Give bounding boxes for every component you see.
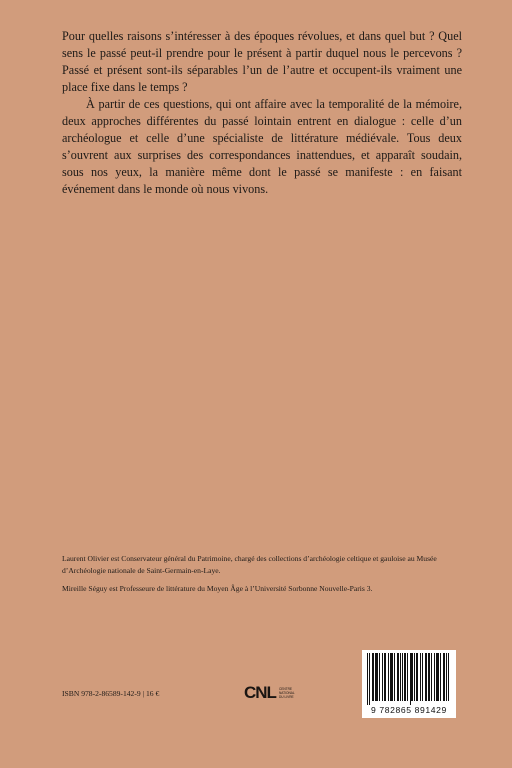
barcode-bar: [429, 653, 430, 701]
blurb-paragraph-2: À partir de ces questions, qui ont affaire avec la temporalité de la mémoire, deux approches différentes du passé lointain entrent en dialogue : celle d’un archéologue et celle d’une spécialiste de littérature médiévale. Tous deux s’ouvrent aux surprises des correspondances inattendues, et apparaît soudain, sous nos yeux, la manière même dont le passé se manifeste : en faisant événement dans le monde où nous vivons.: [62, 97, 462, 196]
barcode-bar: [440, 653, 441, 701]
barcode-bar: [444, 653, 445, 701]
author-bio-seguy: Mireille Séguy est Professeure de littérature du Moyen Âge à l’Université Sorbonne Nouvelle-Paris 3.: [62, 584, 373, 593]
barcode-bar: [384, 653, 385, 701]
barcode-bar: [367, 653, 368, 705]
barcode-bar: [382, 653, 383, 701]
barcode-bar: [372, 653, 373, 701]
barcode-bar: [436, 653, 437, 701]
barcode-bar: [443, 653, 444, 701]
cnl-caption-line: CENTRE: [278, 687, 293, 691]
barcode-bar: [390, 653, 391, 701]
barcode-bar: [426, 653, 427, 701]
cnl-logo: [244, 680, 304, 706]
barcode-bar: [391, 653, 392, 701]
barcode-bar: [388, 653, 389, 701]
barcode-bar: [400, 653, 401, 701]
barcode-bar: [404, 653, 405, 701]
author-bio-olivier: Laurent Olivier est Conservateur général du Patrimoine, chargé des collections d’archéologie celtique et gauloise au Musée d’Archéologie nationale de Saint-Germain-en-Laye.: [62, 554, 437, 575]
cnl-logo-mark: CNL: [244, 683, 276, 702]
barcode-bar: [369, 653, 370, 705]
barcode-bar: [376, 653, 377, 701]
barcode-bar: [405, 653, 406, 701]
barcode-bar: [373, 653, 374, 701]
barcode-bar: [416, 653, 417, 701]
barcode-bar: [431, 653, 432, 701]
isbn-price: ISBN 978-2-86589-142-9 | 16 €: [62, 689, 160, 698]
barcode-bar: [398, 653, 399, 701]
barcode-bar: [407, 653, 408, 701]
cnl-caption-line: NATIONAL: [278, 691, 295, 695]
cnl-caption-line: DU LIVRE: [278, 695, 294, 699]
barcode-bar: [428, 653, 429, 701]
barcode-bars: [362, 650, 456, 706]
barcode-bar: [448, 653, 449, 701]
blurb-paragraph-1: Pour quelles raisons s’intéresser à des époques révolues, et dans quel but ? Quel sens le passé peut-il prendre pour le présent à partir duquel nous le percevons ? Passé et présent sont-ils séparables l’un de l’autre et occupent-ils vraiment une place fixe dans le temps ?: [62, 29, 462, 94]
barcode-bar: [397, 653, 398, 701]
barcode-bar: [417, 653, 418, 701]
barcode-bar: [420, 653, 421, 701]
back-cover-blurb: [62, 28, 462, 198]
barcode-bar: [385, 653, 386, 701]
author-bios: [62, 553, 470, 602]
barcode-bar: [412, 653, 413, 701]
barcode-bar: [437, 653, 438, 701]
isbn-barcode: [362, 650, 456, 718]
barcode-bar: [375, 653, 376, 701]
barcode-bar: [446, 653, 447, 701]
barcode-bar: [379, 653, 380, 701]
barcode-bar: [438, 653, 439, 701]
cnl-logo-caption: [279, 687, 295, 699]
barcode-bar: [377, 653, 378, 701]
barcode-bar: [414, 653, 415, 701]
barcode-bar: [394, 653, 395, 701]
barcode-bar: [434, 653, 435, 701]
barcode-bar: [392, 653, 393, 701]
barcode-bar: [425, 653, 426, 701]
barcode-digits: 9 782865 891429: [371, 705, 447, 715]
barcode-bar: [422, 653, 423, 701]
barcode-bar: [410, 653, 411, 705]
barcode-bar: [411, 653, 412, 701]
barcode-bar: [402, 653, 403, 701]
